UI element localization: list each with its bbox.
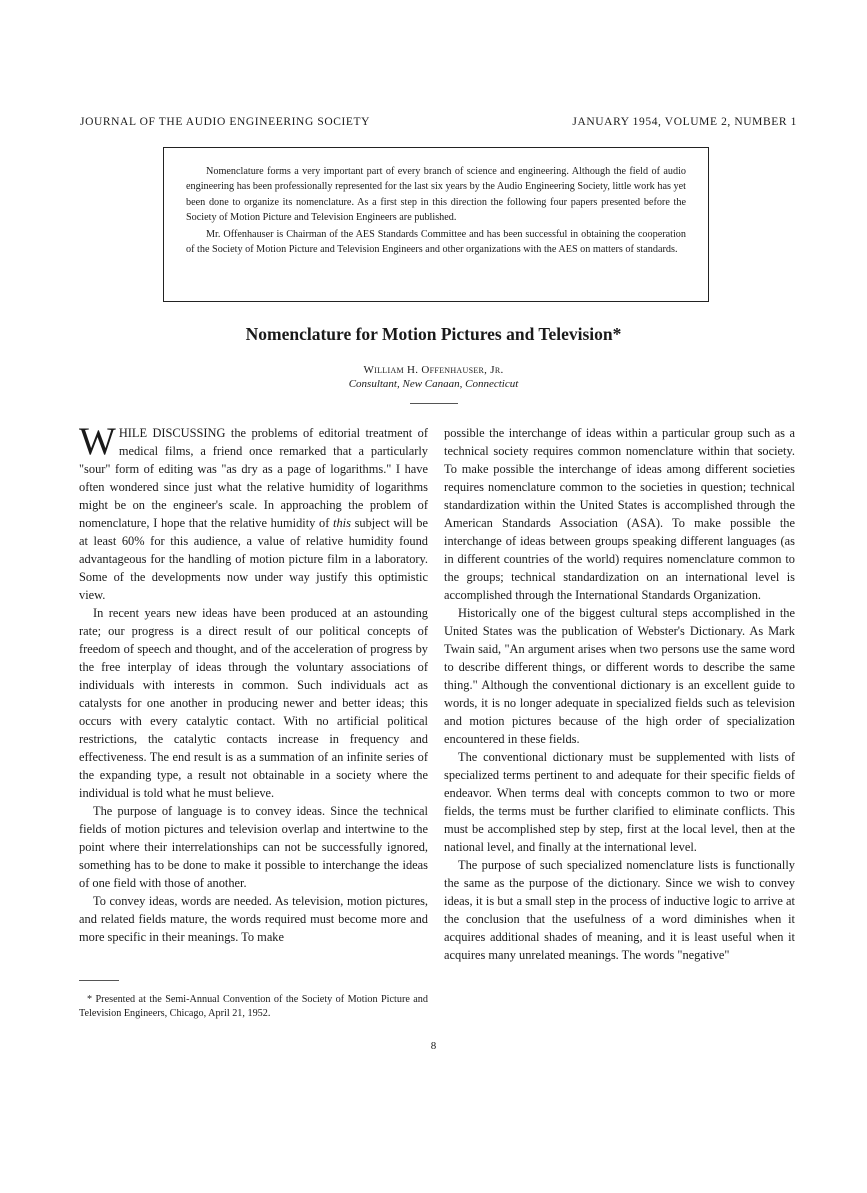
body-paragraph-1 — [79, 420, 428, 604]
body-paragraph-6: Historically one of the biggest cultural steps accomplished in the United States was the publication of Webster's Dictionary. As Mark Twain said, "An argument arises when two persons use the same word to describe different things, or different words to describe the same thing." Although the conventional dictionary is an excellent guide to words, it is no longer adequate in specialized fields such as television and motion pictures because of the high order of specialization encountered in these fields. — [444, 606, 795, 746]
body-paragraph-7: The conventional dictionary must be supplemented with lists of specialized terms pertinent to and adequate for their specific fields of endeavor. When terms deal with concepts common to two or more fields, the terms must be further clarified to eliminate conflicts. This must be accomplished step by step, first at the local level, then at the national level, and finally at the international level. — [444, 750, 795, 854]
article-title: Nomenclature for Motion Pictures and Television* — [245, 324, 622, 344]
journal-name: JOURNAL OF THE AUDIO ENGINEERING SOCIETY — [80, 116, 371, 128]
emphasized-word: this — [333, 516, 351, 530]
footnote-separator — [79, 980, 119, 981]
running-header — [80, 116, 797, 128]
left-column — [79, 420, 428, 946]
editorial-note-paragraph-1: Nomenclature forms a very important part of every branch of science and engineering. Although the field of audio engineering has been professionally represented for the last six years by the Audio Engineering Society, little work has yet been done to organize its nomenclature. As a first step in this direction the following four papers presented before the Society of Motion Picture and Television Engineers are published. — [186, 166, 686, 223]
issue-info: JANUARY 1954, VOLUME 2, NUMBER 1 — [572, 116, 797, 128]
body-paragraph-5: possible the interchange of ideas within a particular group such as a technical society requires common nomenclature within that society. To make possible the interchange of ideas among different societies requires nomenclature common to the societies in question; technical standardization within the United States is accomplished through the American Standards Association (ASA). To make possible the interchange of ideas between groups speaking different languages (as in different countries of the world) requires nomenclature common to the groups; technical standardization on an international level is accomplished through the International Standards Organization. — [444, 426, 795, 602]
editorial-note-paragraph-2: Mr. Offenhauser is Chairman of the AES Standards Committee and has been successful in obtaining the cooperation of the Society of Motion Picture and Television Engineers and other organizations with the AES on matters of standards. — [186, 229, 686, 256]
body-paragraph-8: The purpose of such specialized nomenclature lists is functionally the same as the purpose of the dictionary. Since we wish to convey ideas, it is but a small step in the process of inductive logic to arrive at the conclusion that the usefulness of a word diminishes when it acquires additional shades of meaning, and it is least useful when it acquires many unrelated meanings. The words "negative" — [444, 858, 795, 962]
body-paragraph-2: In recent years new ideas have been produced at an astounding rate; our progress is a direct result of our political concepts of freedom of speech and thought, and of the acceleration of progress by the free interplay of ideas through the voluntary associations of individuals with interests in common. Such individuals act as catalysts for one another in producing newer and better ideas; this occurs with every catalytic contact. With no artificial political restrictions, the catalytic contacts increase in frequency and effectiveness. The end result is as a summation of an infinite series of the expanding type, a result not obtainable in a society where the individual is told what he must believe. — [79, 606, 428, 800]
author-name: William H. Offenhauser, Jr. — [363, 364, 504, 376]
editorial-note-box — [163, 147, 709, 302]
paragraph-1-lead: HILE DISCUSSING the problems of editorial treatment of medical films, a friend once remarked that a particularly "sour" form of editing was "as dry as a page of logarithms." I have often wondered since just what the relative humidity of logarithms might be on the engineer's scale. In approaching the problem of nomenclature, I hope that the relative humidity of — [79, 426, 428, 530]
body-paragraph-4: To convey ideas, words are needed. As television, motion pictures, and related fields mature, the words required must become more and more specific in their meanings. To make — [79, 894, 428, 944]
author-affiliation: Consultant, New Canaan, Connecticut — [348, 378, 519, 390]
right-column — [444, 424, 795, 964]
page-number: 8 — [430, 1040, 437, 1052]
drop-cap: W — [79, 420, 116, 463]
paragraph-1-tail: subject will be at least 60% for this audience, a value of relative humidity found advantageous for the handling of motion picture film in a laboratory. Some of the developments now under way justify this optimistic view. — [79, 516, 428, 602]
footnote: * Presented at the Semi-Annual Convention of the Society of Motion Picture and Television Engineers, Chicago, April 21, 1952. — [79, 994, 428, 1019]
title-divider — [410, 403, 458, 404]
body-paragraph-3: The purpose of language is to convey ideas. Since the technical fields of motion pictures and television overlap and intertwine to the point where their interrelationships can not be successfully ignored, something has to be done to make it possible to interchange the ideas of one field with those of another. — [79, 804, 428, 890]
